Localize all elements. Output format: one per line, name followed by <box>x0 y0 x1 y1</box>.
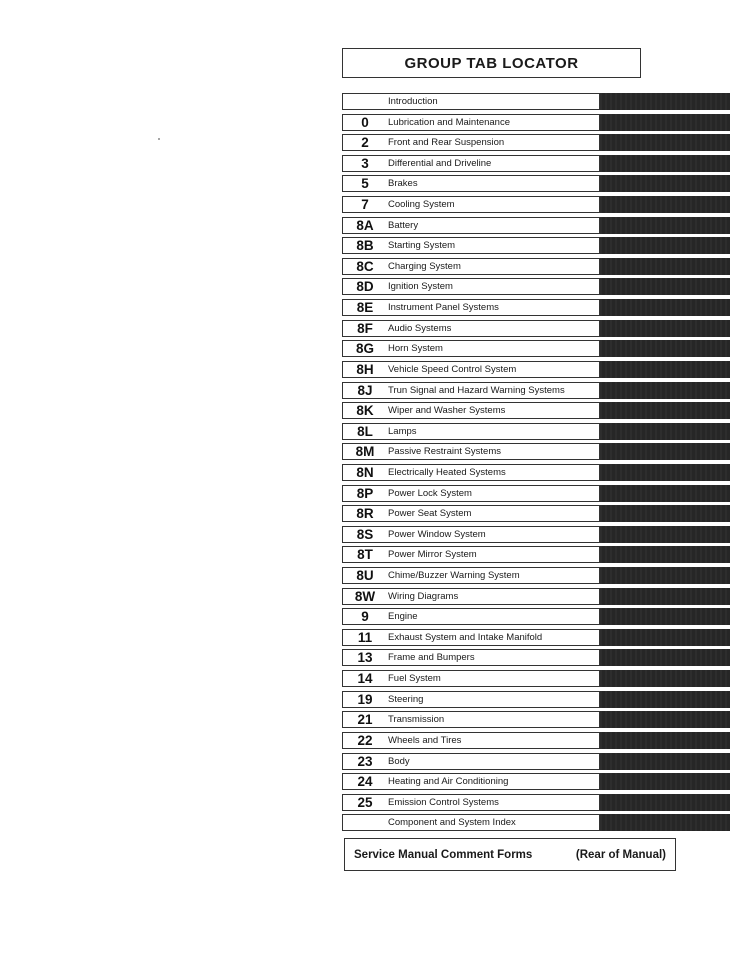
footer-right-text: (Rear of Manual) <box>575 848 666 861</box>
tab-row[interactable] <box>342 588 730 605</box>
tab-number: 8N <box>356 464 374 480</box>
tab-number: 9 <box>361 609 369 625</box>
tab-marker-bar <box>600 691 730 708</box>
tab-cell <box>342 196 600 213</box>
tab-cell <box>342 691 600 708</box>
tab-label: Wiring Diagrams <box>388 590 459 602</box>
tab-number: 19 <box>357 691 373 707</box>
tab-cell <box>342 526 600 543</box>
tab-row[interactable] <box>342 794 730 811</box>
tab-label: Component and System Index <box>388 817 516 829</box>
tab-label: Starting System <box>388 240 456 252</box>
tab-marker-bar <box>600 402 730 419</box>
tab-number: 8H <box>356 361 374 377</box>
tab-label: Introduction <box>388 96 438 107</box>
tab-row[interactable] <box>342 361 730 378</box>
tab-number: 8M <box>355 444 375 460</box>
tab-marker-bar <box>600 382 730 399</box>
tab-label: Lubrication and Maintenance <box>388 116 511 128</box>
tab-marker-bar <box>600 320 730 337</box>
tab-number: 8B <box>356 238 374 254</box>
tab-number: 8D <box>356 279 374 295</box>
tab-number: 8R <box>356 506 374 522</box>
tab-marker-bar <box>600 423 730 440</box>
tab-label: Cooling System <box>388 199 455 211</box>
tab-row[interactable] <box>342 773 730 790</box>
tab-number: 8S <box>356 526 374 542</box>
tab-label: Emission Control Systems <box>388 796 499 808</box>
tab-cell <box>342 567 600 584</box>
tab-cell <box>342 505 600 522</box>
tab-row[interactable] <box>342 320 730 337</box>
scan-speck <box>158 138 160 140</box>
tab-row[interactable] <box>342 649 730 666</box>
tab-label: Wheels and Tires <box>388 734 462 746</box>
tab-marker-bar <box>600 258 730 275</box>
tab-row[interactable] <box>342 464 730 481</box>
tab-cell <box>342 423 600 440</box>
tab-label: Passive Restraint Systems <box>388 446 501 458</box>
tab-label: Power Seat System <box>388 508 472 520</box>
tab-cell <box>342 546 600 563</box>
tab-marker-bar <box>600 340 730 357</box>
tab-label: Battery <box>388 219 419 231</box>
tab-row[interactable] <box>342 567 730 584</box>
tab-cell <box>342 361 600 378</box>
tab-label: Differential and Driveline <box>388 157 492 169</box>
tab-cell <box>342 485 600 502</box>
tab-marker-bar <box>600 711 730 728</box>
tab-cell <box>342 649 600 666</box>
tab-row[interactable] <box>342 382 730 399</box>
tab-marker-bar <box>600 485 730 502</box>
tab-marker-bar <box>600 814 730 831</box>
tab-number: 7 <box>361 197 369 213</box>
footer-box <box>344 838 676 871</box>
tab-marker-bar <box>600 464 730 481</box>
tab-cell <box>342 732 600 749</box>
tab-cell <box>342 320 600 337</box>
tab-cell <box>342 382 600 399</box>
tab-number: 21 <box>357 712 373 728</box>
tab-marker-bar <box>600 526 730 543</box>
tab-row[interactable] <box>342 629 730 646</box>
page-title: GROUP TAB LOCATOR <box>404 54 579 72</box>
tab-list <box>342 93 730 835</box>
tab-number: 8L <box>357 423 373 439</box>
tab-number: 24 <box>357 774 373 790</box>
tab-number: 11 <box>357 629 373 645</box>
tab-cell <box>342 175 600 192</box>
tab-row[interactable] <box>342 237 730 254</box>
tab-label: Vehicle Speed Control System <box>388 363 517 375</box>
tab-label: Audio Systems <box>388 322 452 334</box>
tab-marker-bar <box>600 134 730 151</box>
tab-marker-bar <box>600 278 730 295</box>
tab-label: Steering <box>388 693 424 705</box>
tab-row[interactable] <box>342 114 730 131</box>
tab-label: Power Window System <box>388 528 486 540</box>
tab-marker-bar <box>600 505 730 522</box>
tab-cell <box>342 258 600 275</box>
tab-label: Chime/Buzzer Warning System <box>388 570 520 582</box>
tab-marker-bar <box>600 546 730 563</box>
tab-cell <box>342 670 600 687</box>
tab-number: 8W <box>354 588 376 604</box>
tab-row[interactable] <box>342 175 730 192</box>
tab-row[interactable] <box>342 278 730 295</box>
tab-cell <box>342 753 600 770</box>
tab-marker-bar <box>600 732 730 749</box>
tab-number: 22 <box>357 732 373 748</box>
tab-row[interactable] <box>342 299 730 316</box>
tab-label: Frame and Bumpers <box>388 652 475 664</box>
tab-cell <box>342 114 600 131</box>
tab-cell <box>342 629 600 646</box>
tab-cell <box>342 217 600 234</box>
tab-cell <box>342 155 600 172</box>
tab-row[interactable] <box>342 340 730 357</box>
tab-number: 8G <box>355 341 374 357</box>
tab-row[interactable] <box>342 670 730 687</box>
tab-cell <box>342 814 600 831</box>
tab-cell <box>342 340 600 357</box>
tab-row[interactable] <box>342 134 730 151</box>
tab-marker-bar <box>600 217 730 234</box>
tab-cell <box>342 608 600 625</box>
tab-row[interactable] <box>342 258 730 275</box>
tab-label: Trun Signal and Hazard Warning Systems <box>388 384 565 396</box>
tab-marker-bar <box>600 629 730 646</box>
tab-cell <box>342 773 600 790</box>
tab-number: 8K <box>356 403 374 419</box>
tab-label: Heating and Air Conditioning <box>388 776 509 788</box>
tab-row[interactable] <box>342 402 730 419</box>
tab-cell <box>342 237 600 254</box>
tab-number: 8C <box>356 258 374 274</box>
tab-number: 8F <box>357 320 373 336</box>
tab-marker-bar <box>600 753 730 770</box>
tab-marker-bar <box>600 196 730 213</box>
tab-label: Wiper and Washer Systems <box>388 405 506 417</box>
tab-number: 8P <box>356 485 374 501</box>
tab-label: Ignition System <box>388 281 453 293</box>
tab-number: 5 <box>361 176 369 192</box>
tab-label: Power Mirror System <box>388 549 477 561</box>
tab-label: Fuel System <box>388 673 441 685</box>
tab-marker-bar <box>600 114 730 131</box>
tab-marker-bar <box>600 670 730 687</box>
tab-number: 3 <box>361 155 369 171</box>
tab-number: 8J <box>357 382 373 398</box>
tab-row[interactable] <box>342 814 730 831</box>
tab-marker-bar <box>600 237 730 254</box>
tab-marker-bar <box>600 361 730 378</box>
footer-left-text: Service Manual Comment Forms <box>354 848 533 861</box>
tab-row[interactable] <box>342 93 730 110</box>
tab-number: 8E <box>356 300 374 316</box>
tab-row[interactable] <box>342 196 730 213</box>
tab-label: Power Lock System <box>388 487 472 499</box>
tab-row[interactable] <box>342 691 730 708</box>
tab-row[interactable] <box>342 711 730 728</box>
tab-label: Exhaust System and Intake Manifold <box>388 631 543 643</box>
tab-cell <box>342 464 600 481</box>
tab-label: Transmission <box>388 714 445 726</box>
tab-label: Charging System <box>388 260 461 272</box>
tab-row[interactable] <box>342 526 730 543</box>
tab-marker-bar <box>600 794 730 811</box>
tab-number: 25 <box>357 794 373 810</box>
tab-cell <box>342 278 600 295</box>
tab-cell <box>342 711 600 728</box>
tab-marker-bar <box>600 93 730 110</box>
tab-label: Brakes <box>388 178 418 190</box>
tab-cell <box>342 299 600 316</box>
tab-row[interactable] <box>342 217 730 234</box>
tab-number: 8T <box>357 547 373 563</box>
tab-marker-bar <box>600 649 730 666</box>
tab-number: 0 <box>361 114 369 130</box>
tab-row[interactable] <box>342 485 730 502</box>
tab-marker-bar <box>600 155 730 172</box>
tab-marker-bar <box>600 567 730 584</box>
tab-label: Engine <box>388 611 418 623</box>
tab-marker-bar <box>600 175 730 192</box>
tab-cell <box>342 93 600 110</box>
tab-cell <box>342 402 600 419</box>
tab-number: 2 <box>361 135 369 151</box>
tab-row[interactable] <box>342 505 730 522</box>
tab-row[interactable] <box>342 443 730 460</box>
tab-marker-bar <box>600 299 730 316</box>
tab-marker-bar <box>600 773 730 790</box>
title-box <box>342 48 641 78</box>
tab-label: Lamps <box>388 425 417 437</box>
tab-cell <box>342 443 600 460</box>
tab-row[interactable] <box>342 155 730 172</box>
tab-row[interactable] <box>342 546 730 563</box>
tab-cell <box>342 134 600 151</box>
tab-number: 14 <box>357 671 373 687</box>
tab-row[interactable] <box>342 608 730 625</box>
tab-marker-bar <box>600 443 730 460</box>
tab-label: Electrically Heated Systems <box>388 466 506 478</box>
tab-number: 13 <box>357 650 373 666</box>
tab-number: 23 <box>357 753 373 769</box>
tab-label: Instrument Panel Systems <box>388 302 499 314</box>
tab-marker-bar <box>600 608 730 625</box>
tab-label: Horn System <box>388 343 443 355</box>
tab-marker-bar <box>600 588 730 605</box>
tab-row[interactable] <box>342 732 730 749</box>
tab-row[interactable] <box>342 753 730 770</box>
tab-cell <box>342 794 600 811</box>
tab-row[interactable] <box>342 423 730 440</box>
tab-number: 8U <box>356 568 374 584</box>
tab-label: Body <box>388 755 410 767</box>
tab-label: Front and Rear Suspension <box>388 137 505 149</box>
tab-cell <box>342 588 600 605</box>
tab-number: 8A <box>356 217 374 233</box>
